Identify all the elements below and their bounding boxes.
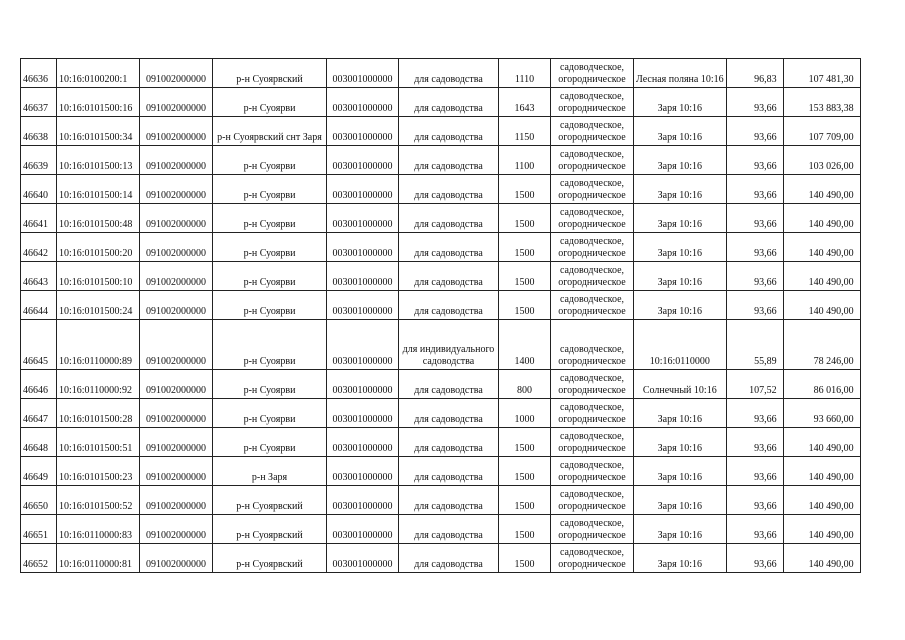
cadastral-value-cell: 140 490,00: [783, 457, 860, 486]
cadastral-value-cell: 140 490,00: [783, 291, 860, 320]
table-row: [21, 233, 861, 262]
specific-value-cell: 93,66: [726, 88, 783, 117]
permitted-use-cell: для садоводства: [399, 175, 499, 204]
row-number-cell: 46645: [21, 320, 57, 370]
permitted-use-cell: для садоводства: [399, 233, 499, 262]
area-cell: 1500: [499, 486, 551, 515]
cadastral-number-cell: 10:16:0110000:81: [57, 544, 140, 573]
specific-value-cell: 93,66: [726, 399, 783, 428]
address-cell: р-н Суоярви: [213, 320, 327, 370]
okato-code-cell: 091002000000: [140, 291, 213, 320]
row-number-cell: 46647: [21, 399, 57, 428]
category-code-cell: 003001000000: [327, 428, 399, 457]
cadastral-value-cell: 140 490,00: [783, 204, 860, 233]
specific-value-cell: 93,66: [726, 515, 783, 544]
table-row: [21, 291, 861, 320]
okato-code-cell: 091002000000: [140, 428, 213, 457]
category-code-cell: 003001000000: [327, 59, 399, 88]
zone-cell: Заря 10:16: [634, 233, 727, 262]
permitted-use-cell: для садоводства: [399, 291, 499, 320]
category-code-cell: 003001000000: [327, 544, 399, 573]
cadastral-number-cell: 10:16:0100200:1: [57, 59, 140, 88]
plot-type-cell: садоводческое, огородническое: [551, 262, 634, 291]
table-row: [21, 544, 861, 573]
okato-code-cell: 091002000000: [140, 262, 213, 291]
category-code-cell: 003001000000: [327, 262, 399, 291]
land-plots-table: [20, 58, 861, 573]
address-cell: р-н Суоярвский снт Заря: [213, 117, 327, 146]
plot-type-cell: садоводческое, огородническое: [551, 544, 634, 573]
table-row: [21, 486, 861, 515]
zone-cell: Заря 10:16: [634, 428, 727, 457]
okato-code-cell: 091002000000: [140, 457, 213, 486]
address-cell: р-н Суоярви: [213, 399, 327, 428]
okato-code-cell: 091002000000: [140, 399, 213, 428]
table-row: [21, 428, 861, 457]
specific-value-cell: 93,66: [726, 486, 783, 515]
cadastral-number-cell: 10:16:0101500:20: [57, 233, 140, 262]
row-number-cell: 46649: [21, 457, 57, 486]
area-cell: 1400: [499, 320, 551, 370]
zone-cell: Заря 10:16: [634, 515, 727, 544]
area-cell: 1500: [499, 175, 551, 204]
specific-value-cell: 93,66: [726, 146, 783, 175]
specific-value-cell: 93,66: [726, 544, 783, 573]
table-row: [21, 515, 861, 544]
row-number-cell: 46639: [21, 146, 57, 175]
specific-value-cell: 107,52: [726, 370, 783, 399]
table-row: [21, 146, 861, 175]
category-code-cell: 003001000000: [327, 146, 399, 175]
plot-type-cell: садоводческое, огородническое: [551, 320, 634, 370]
table-row: [21, 320, 861, 370]
okato-code-cell: 091002000000: [140, 175, 213, 204]
permitted-use-cell: для садоводства: [399, 370, 499, 399]
okato-code-cell: 091002000000: [140, 117, 213, 146]
area-cell: 1500: [499, 428, 551, 457]
address-cell: р-н Суоярви: [213, 204, 327, 233]
plot-type-cell: садоводческое, огородническое: [551, 146, 634, 175]
area-cell: 800: [499, 370, 551, 399]
address-cell: р-н Суоярви: [213, 175, 327, 204]
address-cell: р-н Суоярви: [213, 146, 327, 175]
specific-value-cell: 93,66: [726, 117, 783, 146]
okato-code-cell: 091002000000: [140, 88, 213, 117]
table-row: [21, 59, 861, 88]
address-cell: р-н Суоярви: [213, 233, 327, 262]
zone-cell: Заря 10:16: [634, 399, 727, 428]
category-code-cell: 003001000000: [327, 204, 399, 233]
table-body: [21, 59, 861, 573]
plot-type-cell: садоводческое, огородническое: [551, 175, 634, 204]
zone-cell: Заря 10:16: [634, 262, 727, 291]
cadastral-number-cell: 10:16:0101500:48: [57, 204, 140, 233]
cadastral-value-cell: 153 883,38: [783, 88, 860, 117]
permitted-use-cell: для садоводства: [399, 88, 499, 117]
row-number-cell: 46637: [21, 88, 57, 117]
plot-type-cell: садоводческое, огородническое: [551, 59, 634, 88]
cadastral-number-cell: 10:16:0101500:51: [57, 428, 140, 457]
address-cell: р-н Суоярвский: [213, 486, 327, 515]
cadastral-value-cell: 140 490,00: [783, 262, 860, 291]
cadastral-number-cell: 10:16:0101500:34: [57, 117, 140, 146]
area-cell: 1110: [499, 59, 551, 88]
plot-type-cell: садоводческое, огородническое: [551, 88, 634, 117]
table-row: [21, 399, 861, 428]
category-code-cell: 003001000000: [327, 320, 399, 370]
cadastral-value-cell: 86 016,00: [783, 370, 860, 399]
area-cell: 1500: [499, 262, 551, 291]
specific-value-cell: 96,83: [726, 59, 783, 88]
specific-value-cell: 55,89: [726, 320, 783, 370]
table-row: [21, 370, 861, 399]
address-cell: р-н Суоярви: [213, 370, 327, 399]
permitted-use-cell: для садоводства: [399, 204, 499, 233]
row-number-cell: 46636: [21, 59, 57, 88]
okato-code-cell: 091002000000: [140, 370, 213, 399]
specific-value-cell: 93,66: [726, 204, 783, 233]
cadastral-number-cell: 10:16:0101500:10: [57, 262, 140, 291]
zone-cell: Лесная поляна 10:16: [634, 59, 727, 88]
area-cell: 1000: [499, 399, 551, 428]
row-number-cell: 46652: [21, 544, 57, 573]
okato-code-cell: 091002000000: [140, 544, 213, 573]
plot-type-cell: садоводческое, огородническое: [551, 117, 634, 146]
plot-type-cell: садоводческое, огородническое: [551, 370, 634, 399]
area-cell: 1100: [499, 146, 551, 175]
permitted-use-cell: для садоводства: [399, 399, 499, 428]
permitted-use-cell: для садоводства: [399, 428, 499, 457]
category-code-cell: 003001000000: [327, 175, 399, 204]
plot-type-cell: садоводческое, огородническое: [551, 428, 634, 457]
zone-cell: Заря 10:16: [634, 486, 727, 515]
cadastral-number-cell: 10:16:0101500:52: [57, 486, 140, 515]
zone-cell: Солнечный 10:16: [634, 370, 727, 399]
table-row: [21, 117, 861, 146]
table-row: [21, 457, 861, 486]
plot-type-cell: садоводческое, огородническое: [551, 399, 634, 428]
category-code-cell: 003001000000: [327, 486, 399, 515]
zone-cell: Заря 10:16: [634, 175, 727, 204]
okato-code-cell: 091002000000: [140, 486, 213, 515]
category-code-cell: 003001000000: [327, 291, 399, 320]
address-cell: р-н Заря: [213, 457, 327, 486]
row-number-cell: 46641: [21, 204, 57, 233]
area-cell: 1500: [499, 204, 551, 233]
zone-cell: Заря 10:16: [634, 117, 727, 146]
okato-code-cell: 091002000000: [140, 146, 213, 175]
zone-cell: Заря 10:16: [634, 544, 727, 573]
okato-code-cell: 091002000000: [140, 320, 213, 370]
specific-value-cell: 93,66: [726, 291, 783, 320]
area-cell: 1643: [499, 88, 551, 117]
area-cell: 1500: [499, 515, 551, 544]
zone-cell: 10:16:0110000: [634, 320, 727, 370]
category-code-cell: 003001000000: [327, 457, 399, 486]
plot-type-cell: садоводческое, огородническое: [551, 204, 634, 233]
category-code-cell: 003001000000: [327, 370, 399, 399]
cadastral-value-cell: 140 490,00: [783, 486, 860, 515]
cadastral-value-cell: 107 481,30: [783, 59, 860, 88]
cadastral-value-cell: 140 490,00: [783, 233, 860, 262]
permitted-use-cell: для садоводства: [399, 146, 499, 175]
okato-code-cell: 091002000000: [140, 233, 213, 262]
address-cell: р-н Суоярви: [213, 262, 327, 291]
okato-code-cell: 091002000000: [140, 204, 213, 233]
row-number-cell: 46648: [21, 428, 57, 457]
area-cell: 1500: [499, 233, 551, 262]
address-cell: р-н Суоярви: [213, 88, 327, 117]
cadastral-number-cell: 10:16:0101500:28: [57, 399, 140, 428]
cadastral-number-cell: 10:16:0101500:16: [57, 88, 140, 117]
cadastral-value-cell: 140 490,00: [783, 175, 860, 204]
row-number-cell: 46644: [21, 291, 57, 320]
okato-code-cell: 091002000000: [140, 59, 213, 88]
specific-value-cell: 93,66: [726, 428, 783, 457]
cadastral-value-cell: 103 026,00: [783, 146, 860, 175]
cadastral-value-cell: 78 246,00: [783, 320, 860, 370]
table-row: [21, 88, 861, 117]
permitted-use-cell: для садоводства: [399, 544, 499, 573]
category-code-cell: 003001000000: [327, 117, 399, 146]
row-number-cell: 46638: [21, 117, 57, 146]
address-cell: р-н Суоярвский: [213, 59, 327, 88]
permitted-use-cell: для садоводства: [399, 457, 499, 486]
category-code-cell: 003001000000: [327, 399, 399, 428]
zone-cell: Заря 10:16: [634, 457, 727, 486]
cadastral-value-cell: 107 709,00: [783, 117, 860, 146]
row-number-cell: 46650: [21, 486, 57, 515]
area-cell: 1150: [499, 117, 551, 146]
cadastral-number-cell: 10:16:0101500:23: [57, 457, 140, 486]
zone-cell: Заря 10:16: [634, 88, 727, 117]
permitted-use-cell: для садоводства: [399, 262, 499, 291]
row-number-cell: 46651: [21, 515, 57, 544]
permitted-use-cell: для садоводства: [399, 117, 499, 146]
address-cell: р-н Суоярвский: [213, 515, 327, 544]
specific-value-cell: 93,66: [726, 457, 783, 486]
zone-cell: Заря 10:16: [634, 291, 727, 320]
table-row: [21, 262, 861, 291]
plot-type-cell: садоводческое, огородническое: [551, 457, 634, 486]
address-cell: р-н Суоярви: [213, 428, 327, 457]
category-code-cell: 003001000000: [327, 233, 399, 262]
plot-type-cell: садоводческое, огородническое: [551, 515, 634, 544]
row-number-cell: 46640: [21, 175, 57, 204]
zone-cell: Заря 10:16: [634, 146, 727, 175]
plot-type-cell: садоводческое, огородническое: [551, 291, 634, 320]
area-cell: 1500: [499, 544, 551, 573]
zone-cell: Заря 10:16: [634, 204, 727, 233]
cadastral-value-cell: 93 660,00: [783, 399, 860, 428]
cadastral-number-cell: 10:16:0110000:92: [57, 370, 140, 399]
plot-type-cell: садоводческое, огородническое: [551, 233, 634, 262]
cadastral-number-cell: 10:16:0101500:14: [57, 175, 140, 204]
plot-type-cell: садоводческое, огородническое: [551, 486, 634, 515]
permitted-use-cell: для садоводства: [399, 59, 499, 88]
row-number-cell: 46643: [21, 262, 57, 291]
cadastral-number-cell: 10:16:0110000:83: [57, 515, 140, 544]
row-number-cell: 46646: [21, 370, 57, 399]
cadastral-value-cell: 140 490,00: [783, 428, 860, 457]
area-cell: 1500: [499, 457, 551, 486]
specific-value-cell: 93,66: [726, 262, 783, 291]
table-row: [21, 204, 861, 233]
cadastral-number-cell: 10:16:0101500:24: [57, 291, 140, 320]
specific-value-cell: 93,66: [726, 175, 783, 204]
cadastral-number-cell: 10:16:0101500:13: [57, 146, 140, 175]
cadastral-value-cell: 140 490,00: [783, 515, 860, 544]
specific-value-cell: 93,66: [726, 233, 783, 262]
permitted-use-cell: для садоводства: [399, 515, 499, 544]
cadastral-number-cell: 10:16:0110000:89: [57, 320, 140, 370]
permitted-use-cell: для садоводства: [399, 486, 499, 515]
okato-code-cell: 091002000000: [140, 515, 213, 544]
category-code-cell: 003001000000: [327, 515, 399, 544]
permitted-use-cell: для индивидуального садоводства: [399, 320, 499, 370]
table-row: [21, 175, 861, 204]
cadastral-value-cell: 140 490,00: [783, 544, 860, 573]
row-number-cell: 46642: [21, 233, 57, 262]
address-cell: р-н Суоярвский: [213, 544, 327, 573]
address-cell: р-н Суоярви: [213, 291, 327, 320]
area-cell: 1500: [499, 291, 551, 320]
category-code-cell: 003001000000: [327, 88, 399, 117]
